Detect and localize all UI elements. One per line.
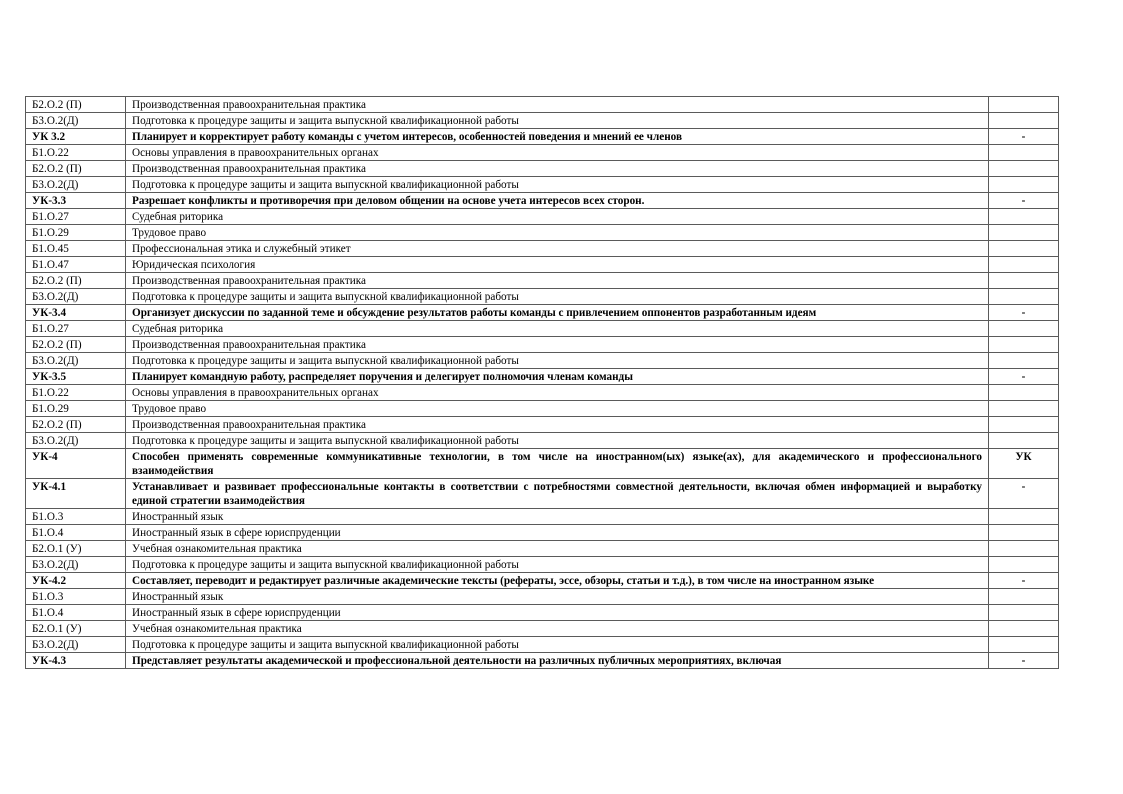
discipline-row [26,525,1059,541]
row-mark [989,557,1059,573]
row-description: Устанавливает и развивает профессиональные контакты в соответствии с потребностями совместной деятельности, включая обмен информацией и выработку единой стратегии взаимодействия [126,479,989,509]
row-description: Судебная риторика [126,209,989,225]
row-description: Основы управления в правоохранительных органах [126,145,989,161]
row-mark: - [989,129,1059,145]
row-code: Б1.О.4 [26,605,126,621]
discipline-row [26,241,1059,257]
row-code: Б1.О.29 [26,401,126,417]
row-code: Б1.О.45 [26,241,126,257]
row-mark: - [989,573,1059,589]
row-description: Производственная правоохранительная практика [126,273,989,289]
row-code: УК-4.1 [26,479,126,509]
row-mark [989,337,1059,353]
row-code: Б3.О.2(Д) [26,177,126,193]
row-mark: УК [989,449,1059,479]
row-description: Подготовка к процедуре защиты и защита выпускной квалификационной работы [126,113,989,129]
row-description: Производственная правоохранительная практика [126,97,989,113]
competency-indicator-row [26,193,1059,209]
row-code: Б2.О.2 (П) [26,161,126,177]
row-description: Трудовое право [126,225,989,241]
discipline-row [26,385,1059,401]
row-code: Б2.О.2 (П) [26,417,126,433]
row-mark [989,621,1059,637]
row-description: Подготовка к процедуре защиты и защита выпускной квалификационной работы [126,433,989,449]
row-description: Подготовка к процедуре защиты и защита выпускной квалификационной работы [126,637,989,653]
row-description: Составляет, переводит и редактирует различные академические тексты (рефераты, эссе, обзоры, статьи и т.д.), в том числе на иностранном языке [126,573,989,589]
row-mark [989,321,1059,337]
row-mark [989,637,1059,653]
row-mark [989,433,1059,449]
row-code: Б3.О.2(Д) [26,113,126,129]
row-mark [989,257,1059,273]
discipline-row [26,161,1059,177]
discipline-row [26,257,1059,273]
competency-indicator-row [26,449,1059,479]
discipline-row [26,145,1059,161]
row-mark: - [989,305,1059,321]
row-code: УК-3.3 [26,193,126,209]
row-description: Производственная правоохранительная практика [126,417,989,433]
discipline-row [26,417,1059,433]
row-code: Б1.О.47 [26,257,126,273]
row-description: Иностранный язык [126,509,989,525]
row-mark: - [989,369,1059,385]
discipline-row [26,541,1059,557]
row-code: Б3.О.2(Д) [26,289,126,305]
row-code: УК-4 [26,449,126,479]
row-description: Учебная ознакомительная практика [126,621,989,637]
row-description: Судебная риторика [126,321,989,337]
row-description: Юридическая психология [126,257,989,273]
row-mark [989,273,1059,289]
row-code: Б3.О.2(Д) [26,353,126,369]
row-description: Трудовое право [126,401,989,417]
row-mark [989,401,1059,417]
discipline-row [26,509,1059,525]
row-mark [989,209,1059,225]
row-description: Представляет результаты академической и профессиональной деятельности на различных публичных мероприятиях, включая [126,653,989,669]
competency-table [25,96,1059,669]
row-description: Иностранный язык в сфере юриспруденции [126,525,989,541]
row-description: Подготовка к процедуре защиты и защита выпускной квалификационной работы [126,289,989,305]
row-code: Б3.О.2(Д) [26,637,126,653]
competency-indicator-row [26,479,1059,509]
row-description: Профессиональная этика и служебный этикет [126,241,989,257]
competency-indicator-row [26,305,1059,321]
row-description: Разрешает конфликты и противоречия при деловом общении на основе учета интересов всех сторон. [126,193,989,209]
discipline-row [26,273,1059,289]
row-code: УК-3.4 [26,305,126,321]
row-code: Б3.О.2(Д) [26,433,126,449]
row-code: УК 3.2 [26,129,126,145]
row-code: Б2.О.1 (У) [26,621,126,637]
row-description: Производственная правоохранительная практика [126,337,989,353]
row-mark: - [989,479,1059,509]
row-code: Б2.О.1 (У) [26,541,126,557]
discipline-row [26,97,1059,113]
discipline-row [26,589,1059,605]
row-description: Организует дискуссии по заданной теме и обсуждение результатов работы команды с привлечением оппонентов разработанным идеям [126,305,989,321]
row-code: Б1.О.22 [26,385,126,401]
discipline-row [26,225,1059,241]
discipline-row [26,321,1059,337]
row-mark [989,241,1059,257]
row-code: Б2.О.2 (П) [26,337,126,353]
discipline-row [26,637,1059,653]
row-description: Подготовка к процедуре защиты и защита выпускной квалификационной работы [126,353,989,369]
row-mark [989,589,1059,605]
discipline-row [26,557,1059,573]
row-code: Б1.О.29 [26,225,126,241]
row-mark [989,525,1059,541]
competency-indicator-row [26,129,1059,145]
row-mark [989,177,1059,193]
discipline-row [26,177,1059,193]
row-code: Б1.О.22 [26,145,126,161]
row-mark [989,289,1059,305]
discipline-row [26,209,1059,225]
row-code: УК-4.3 [26,653,126,669]
table-body [26,97,1059,669]
row-mark [989,605,1059,621]
row-description: Учебная ознакомительная практика [126,541,989,557]
row-mark [989,509,1059,525]
row-description: Основы управления в правоохранительных органах [126,385,989,401]
row-description: Производственная правоохранительная практика [126,161,989,177]
row-mark [989,385,1059,401]
discipline-row [26,353,1059,369]
row-mark [989,145,1059,161]
row-mark [989,541,1059,557]
discipline-row [26,401,1059,417]
row-mark [989,225,1059,241]
discipline-row [26,337,1059,353]
row-description: Планирует и корректирует работу команды с учетом интересов, особенностей поведения и мнений ее членов [126,129,989,145]
row-code: Б2.О.2 (П) [26,273,126,289]
row-description: Иностранный язык в сфере юриспруденции [126,605,989,621]
row-code: УК-4.2 [26,573,126,589]
row-mark [989,417,1059,433]
row-mark [989,161,1059,177]
row-mark [989,353,1059,369]
row-mark [989,113,1059,129]
discipline-row [26,113,1059,129]
row-description: Планирует командную работу, распределяет поручения и делегирует полномочия членам команды [126,369,989,385]
row-mark [989,97,1059,113]
row-description: Иностранный язык [126,589,989,605]
row-description: Подготовка к процедуре защиты и защита выпускной квалификационной работы [126,557,989,573]
discipline-row [26,605,1059,621]
row-code: Б1.О.3 [26,589,126,605]
row-code: Б1.О.27 [26,209,126,225]
discipline-row [26,621,1059,637]
row-mark: - [989,193,1059,209]
row-code: Б2.О.2 (П) [26,97,126,113]
competency-indicator-row [26,653,1059,669]
competency-indicator-row [26,369,1059,385]
discipline-row [26,289,1059,305]
row-code: УК-3.5 [26,369,126,385]
row-code: Б1.О.4 [26,525,126,541]
row-description: Подготовка к процедуре защиты и защита выпускной квалификационной работы [126,177,989,193]
row-description: Способен применять современные коммуникативные технологии, в том числе на иностранном(ых) языке(ах), для академического и профессионального взаимодействия [126,449,989,479]
discipline-row [26,433,1059,449]
row-code: Б1.О.27 [26,321,126,337]
row-code: Б3.О.2(Д) [26,557,126,573]
competency-indicator-row [26,573,1059,589]
row-code: Б1.О.3 [26,509,126,525]
row-mark: - [989,653,1059,669]
